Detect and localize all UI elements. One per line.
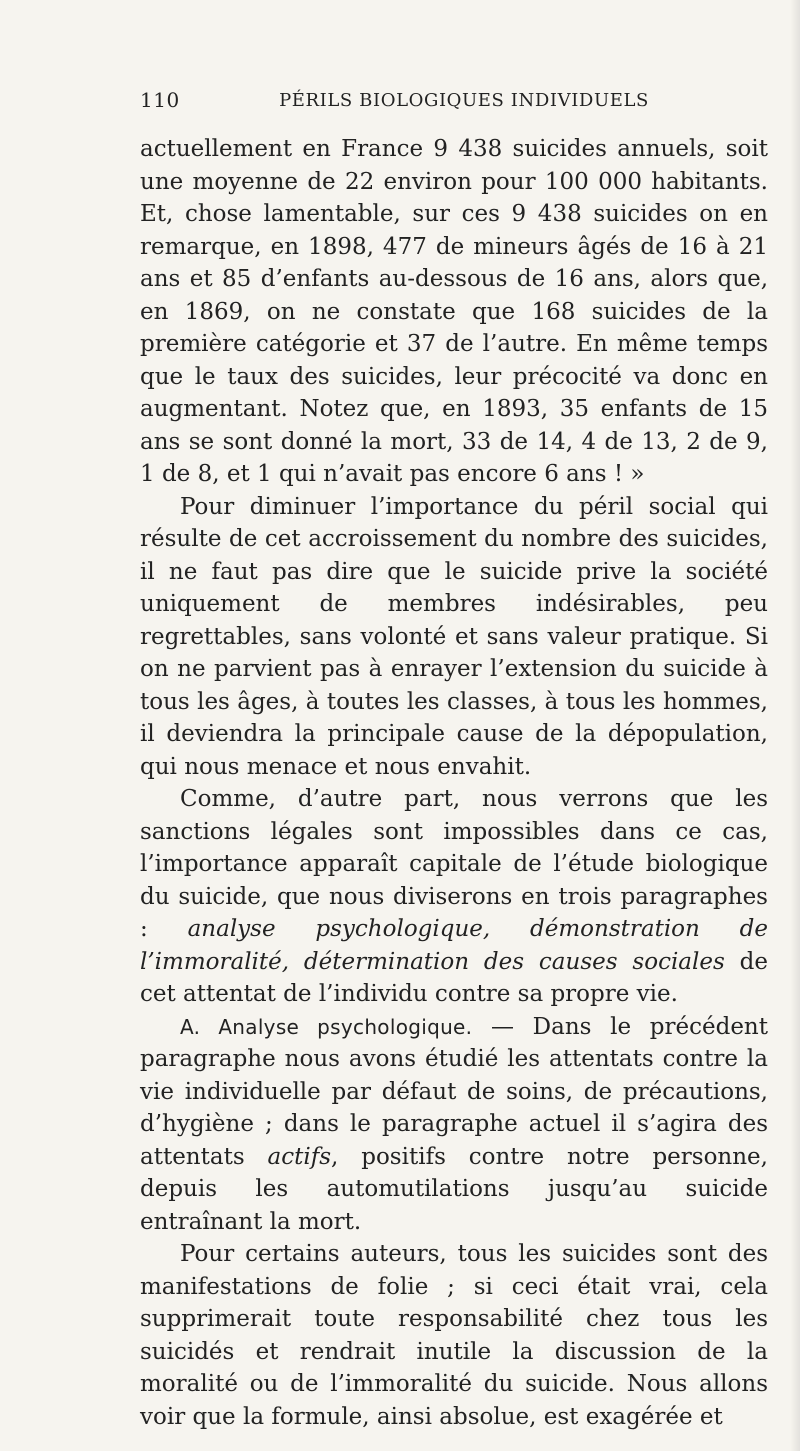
body-text: [140, 133, 768, 1433]
section-heading: A. Analyse psychologique.: [180, 1014, 473, 1039]
running-head: PÉRILS BIOLOGIQUES INDIVIDUELS: [279, 90, 649, 111]
page-header: [140, 88, 768, 118]
paragraph-4-italic: actifs: [267, 1143, 332, 1170]
paragraph-5: Pour certains auteurs, tous les suicides sont des manifestations de folie ; si ceci était vrai, cela supprimerait toute responsabilité chez tous les suicidés et rendrait inutile la discussion de la moralité ou de l’immoralité du suicide. Nous allons voir que la formule, ainsi absolue, est exagérée et: [140, 1241, 768, 1430]
paragraph-2: Pour diminuer l’importance du péril social qui résulte de cet accroissement du nombre des suicides, il ne faut pas dire que le suicide prive la société uniquement de membres indésirables, peu regrettables, sans volonté et sans valeur pratique. Si on ne parvient pas à enrayer l’extension du suicide à tous les âges, à toutes les classes, à tous les hommes, il deviendra la principale cause de la dépopulation, qui nous menace et nous envahit.: [140, 493, 768, 780]
page-edge-shadow: [790, 0, 800, 1451]
paragraph-3-text-b: de cet attentat de l’individu contre sa propre vie.: [140, 948, 768, 1007]
paragraph-4-text-a: — Dans le précédent paragraphe nous avons étudié les attentats contre la vie individuelle par défaut de soins, de précautions, d’hygiène ; dans le paragraphe actuel il s’agira des attentats: [140, 1013, 768, 1170]
paragraph-3-text-a: Comme, d’autre part, nous verrons que les sanctions légales sont impossibles dans ce cas, l’importance apparaît capitale de l’étude biologique du suicide, que nous diviserons en trois paragraphes :: [140, 786, 768, 942]
paragraph-3-italic: analyse psychologique, démonstration de l’immoralité, détermination des causes sociales: [140, 916, 769, 975]
paragraph-1: actuellement en France 9 438 suicides annuels, soit une moyenne de 22 environ pour 100 000 habitants. Et, chose lamentable, sur ces 9 438 suicides on en remarque, en 1898, 477 de mineurs âgés de 16 à 21 ans et 85 d’enfants au-dessous de 16 ans, alors que, en 1869, on ne constate que 168 suicides de la première catégorie et 37 de l’autre. En même temps que le taux des suicides, leur précocité va donc en augmentant. Notez que, en 1893, 35 enfants de 15 ans se sont donné la mort, 33 de 14, 4 de 13, 2 de 9, 1 de 8, et 1 qui n’avait pas encore 6 ans ! »: [140, 136, 768, 487]
page-number: 110: [140, 88, 180, 112]
paragraph-4-text-b: , positifs contre notre personne, depuis les automutilations jusqu’au suicide entraînant la mort.: [140, 1143, 768, 1235]
paragraph-4: [140, 1011, 768, 1239]
paragraph-3: [140, 783, 768, 1011]
